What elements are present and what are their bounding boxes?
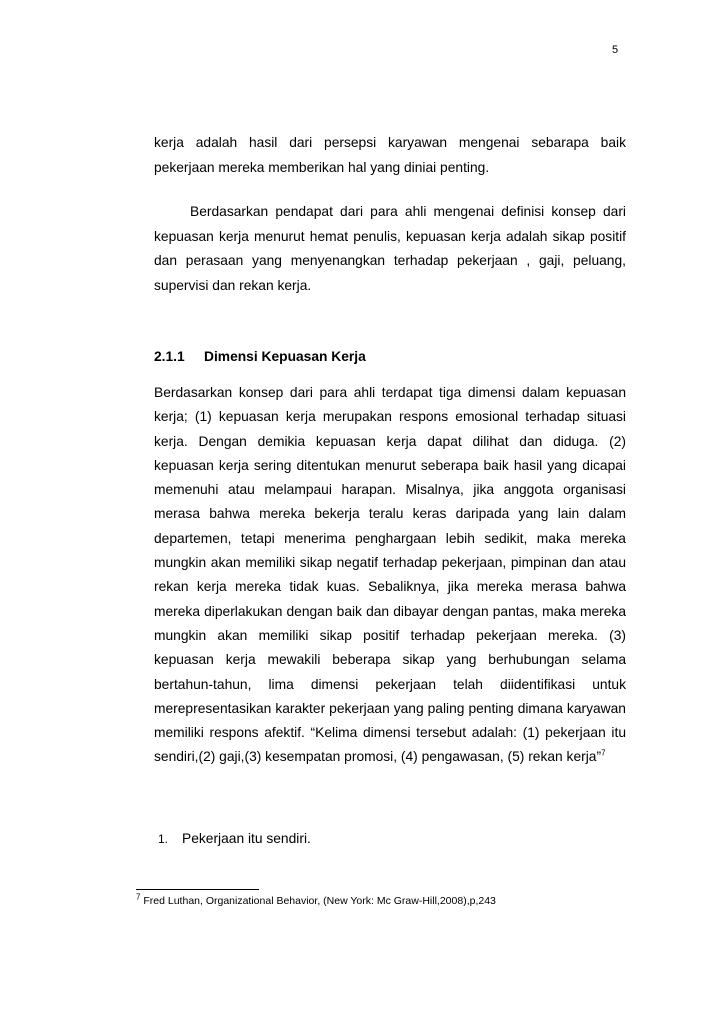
list-item-text: Pekerjaan itu sendiri. — [182, 831, 311, 846]
section-title: Dimensi Kepuasan Kerja — [204, 349, 366, 364]
paragraph-1: kerja adalah hasil dari persepsi karyawan mengenai sebarapa baik pekerjaan mereka memberikan hal yang diniai penting. — [154, 135, 626, 175]
footnote — [136, 892, 496, 907]
page-number: 5 — [612, 44, 619, 56]
paragraph-3-text: Berdasarkan konsep dari para ahli terdapat tiga dimensi dalam kepuasan kerja; (1) kepuasan kerja merupakan respons emosional terhadap situasi kerja. Dengan demikia kepuasan kerja dapat dilihat dan diduga. (2) kepuasan kerja sering ditentukan menurut seberapa baik hasil yang dicapai memenuhi atau melampaui harapan. Misalnya, jika anggota organisasi merasa bahwa mereka bekerja teralu keras daripada yang lain dalam departemen, tetapi menerima penghargaan lebih sedikit, maka mereka mungkin akan memiliki sikap negatif terhadap pekerjaan, pimpinan dan atau rekan kerja mereka tidak kuas. Sebaliknya, jika mereka merasa bahwa mereka diperlakukan dengan baik dan dibayar dengan pantas, maka mereka mungkin akan memiliki sikap positif terhadap pekerjaan mereka. (3) kepuasan kerja mewakili beberapa sikap yang berhubungan selama bertahun-tahun, lima dimensi pekerjaan telah diidentifikasi untuk merepresentasikan karakter pekerjaan yang paling penting dimana karyawan memiliki respons afektif. “Kelima dimensi tersebut adalah: (1) pekerjaan itu sendiri,(2) gaji,(3) kesempatan promosi, (4) pengawasan, (5) rekan kerja” — [154, 385, 626, 765]
list-item — [158, 831, 311, 846]
footnote-text: Fred Luthan, Organizational Behavior, (New York: Mc Graw-Hill,2008),p,243 — [143, 895, 496, 907]
section-heading — [154, 349, 366, 364]
footnote-divider — [136, 889, 259, 890]
paragraph-3 — [154, 381, 626, 770]
footnote-reference: 7 — [601, 748, 606, 758]
paragraph-2: Berdasarkan pendapat dari para ahli mengenai definisi konsep dari kepuasan kerja menurut hemat penulis, kepuasan kerja adalah sikap positif dan perasaan yang menyenangkan terhadap pekerjaan , gaji, peluang, supervisi dan rekan kerja. — [154, 204, 626, 293]
section-number: 2.1.1 — [154, 349, 185, 364]
footnote-number: 7 — [136, 892, 141, 902]
list-marker: 1. — [158, 832, 169, 846]
